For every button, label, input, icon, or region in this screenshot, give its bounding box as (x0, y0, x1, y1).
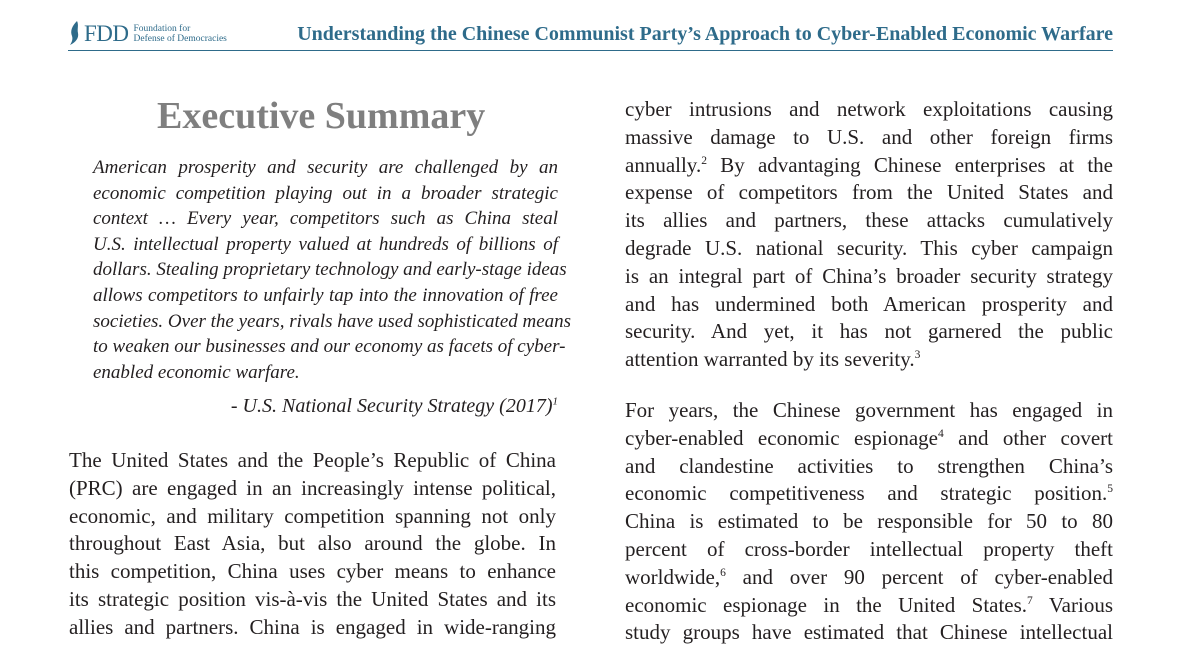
body-line: allies and partners. China is engaged in wide-ranging (69, 614, 556, 639)
epigraph-attribution: - U.S. National Security Strategy $(2017)^1$ (230, 395, 558, 417)
epigraph-line: context … Every year, competitors such as China steal (93, 208, 558, 230)
body-line: The United States and the People’s Republic of China (69, 448, 556, 472)
epigraph-line: enabled economic warfare. (93, 361, 300, 383)
footnote-ref[interactable]: 7 (1027, 594, 1033, 607)
footnote-ref[interactable]: 4 (937, 427, 944, 440)
epigraph-line: economic competition playing out in a broader strategic (93, 182, 558, 204)
footnote-ref[interactable]: 6 (720, 566, 726, 579)
footnote-ref[interactable]: 3 (914, 349, 921, 362)
epigraph-line: American prosperity and security are challenged by an (93, 157, 558, 178)
epigraph-line: to weaken our businesses and our economy as facets of cyber- (93, 336, 566, 358)
body-line: economic competitiveness and strategic position.$^5$ (625, 481, 1113, 506)
body-line: study groups have estimated that Chinese intellectual (625, 620, 1113, 645)
body-line: worldwide,$^6$ and over 90 percent of cyber-enabled (625, 564, 1113, 589)
logo-subtitle: Foundation for Defense of Democracies (133, 24, 227, 44)
body-paragraph-left (69, 447, 556, 642)
body-line: attention warranted by its severity.$^3$ (625, 347, 921, 372)
torch-flame-icon (68, 20, 82, 46)
body-line: expense of competitors from the United States and (625, 180, 1113, 205)
body-line: this competition, China uses cyber means to enhance (69, 559, 556, 584)
footnote-ref[interactable]: 2 (701, 154, 707, 167)
body-line: cyber-enabled economic espionage$^4$ and other covert (625, 425, 1113, 450)
body-line: is an integral part of China’s broader security strategy (625, 263, 1113, 288)
footnote-ref[interactable]: 5 (1107, 483, 1113, 496)
body-line: For years, the Chinese government has engaged in (625, 398, 1113, 422)
epigraph-quote (93, 155, 572, 385)
logo-wordmark: FDD (84, 21, 129, 46)
body-line: throughout East Asia, but also around the globe. In (69, 531, 556, 556)
body-line: cyber intrusions and network exploitations causing (625, 97, 1113, 121)
body-line: (PRC) are engaged in an increasingly intense political, (69, 475, 556, 500)
body-line: its allies and partners, these attacks cumulatively (625, 208, 1113, 233)
section-title: Executive Summary (157, 95, 486, 137)
body-line: percent of cross-border intellectual property theft (625, 536, 1113, 561)
footnote-ref[interactable]: 1 (552, 395, 558, 408)
epigraph-line: dollars. Stealing proprietary technology and early-stage ideas (93, 259, 567, 281)
body-line: massive damage to U.S. and other foreign firms (625, 124, 1113, 149)
body-line: and clandestine activities to strengthen China’s (625, 453, 1113, 478)
body-paragraph-right-1 (625, 96, 1113, 374)
page-header (68, 16, 1113, 51)
epigraph-line: allows competitors to unfairly tap into the innovation of free (93, 284, 558, 306)
body-paragraph-right-2 (625, 397, 1113, 647)
epigraph-line: U.S. intellectual property valued at hundreds of billions of (93, 233, 558, 255)
body-line: its strategic position vis-à-vis the United States and its (69, 586, 556, 611)
epigraph-line: societies. Over the years, rivals have used sophisticated means (93, 310, 572, 332)
body-line: economic espionage in the United States.$^7$ Various (625, 592, 1113, 617)
body-line: degrade U.S. national security. This cyber campaign (625, 235, 1113, 260)
running-header-title: Understanding the Chinese Communist Party’s Approach to Cyber-Enabled Economic Warfare (297, 23, 1113, 45)
body-line: China is estimated to be responsible for 50 to 80 (625, 509, 1113, 534)
fdd-logo (68, 20, 227, 46)
body-line: annually.$^2$ By advantaging Chinese enterprises at the (625, 152, 1113, 177)
body-line: security. And yet, it has not garnered the public (625, 319, 1113, 344)
body-line: and has undermined both American prosperity and (625, 291, 1113, 316)
body-line: economic, and military competition spanning not only (69, 503, 556, 528)
